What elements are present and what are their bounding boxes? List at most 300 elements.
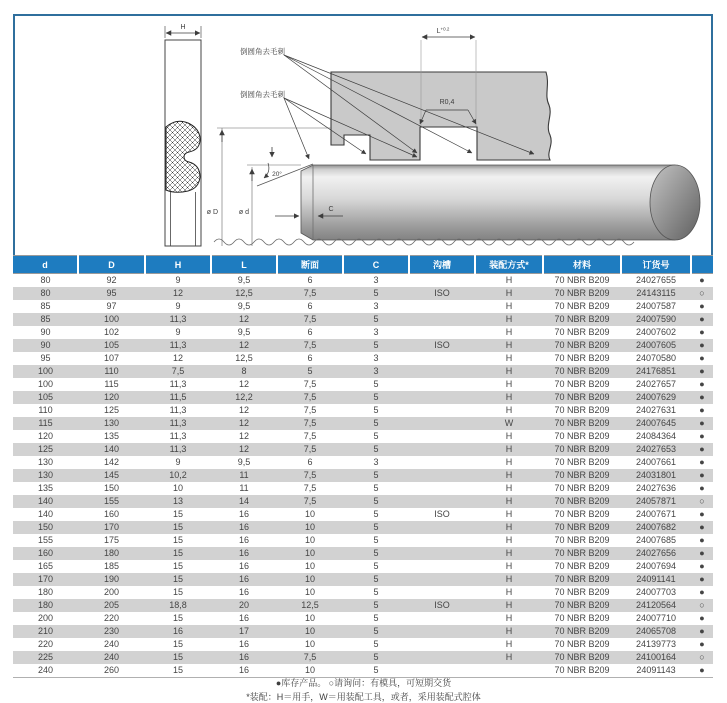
cell-groove [409,430,475,443]
cell-H: 15 [172,613,183,623]
cell-groove [409,534,475,547]
cell-L: 16 [238,509,249,519]
cell-order-no: 24027631 [635,405,677,415]
cell-material: 70 NBR B209 [554,418,610,428]
table-row [13,339,713,352]
cell-D: 130 [103,418,120,428]
cell-order-no: 24007645 [635,418,677,428]
cell-groove [409,456,475,469]
cell-groove [409,625,475,638]
cell-H: 15 [172,509,183,519]
cell-D: 135 [103,431,120,441]
cell-cross-section: 7,5 [303,314,317,324]
table-row [13,521,713,534]
cell-material: 70 NBR B209 [554,639,610,649]
table-row [13,599,713,612]
cell-d: 105 [37,392,54,402]
table-row [13,300,713,313]
cell-D: 170 [103,522,120,532]
cell-material: 70 NBR B209 [554,496,610,506]
cell-stock: ● [699,470,705,480]
cell-H: 15 [172,574,183,584]
seal-technical-drawing [0,0,727,255]
cell-L: 20 [238,600,249,610]
cell-d: 90 [40,327,51,337]
cell-H: 11,3 [169,431,187,441]
cell-D: 115 [104,379,119,389]
cell-mounting: H [505,457,513,467]
cell-cross-section: 10 [304,587,315,597]
cell-stock: ● [699,613,705,623]
cell-stock: ○ [699,652,705,662]
cell-L: 16 [238,587,249,597]
cell-stock: ● [699,275,705,285]
cell-material: 70 NBR B209 [554,379,610,389]
cell-d: 240 [13,664,78,678]
radius-label: R0,4 [439,99,455,106]
cell-mounting: H [505,444,513,454]
cell-C: 5 [373,535,379,545]
cell-cross-section: 6 [307,353,313,363]
cell-cross-section: 10 [304,522,315,532]
cell-C: 5 [373,600,379,610]
cell-L: 16 [238,548,249,558]
cell-D: 180 [103,548,120,558]
cell-cross-section: 7,5 [303,431,317,441]
cell-cross-section: 10 [304,535,315,545]
cell-d: 110 [38,405,53,415]
col-header-C: C [343,256,409,274]
deburr-label-2: 倒圆角去毛刺 [240,90,285,99]
cell-groove [409,651,475,664]
cell-C: 5 [373,509,379,519]
cell-groove [409,391,475,404]
cell-D: 240 [103,639,120,649]
cell-cross-section: 7,5 [303,379,317,389]
cell-order-no: 24027656 [635,548,677,558]
cell-d: 130 [37,457,54,467]
cell-D: 92 [106,275,117,285]
cell-mounting: H [505,639,513,649]
stock-legend: ●库存产品。 ○请询问：有模具，可短期交货 [275,678,452,688]
cell-L: 9,5 [237,327,251,337]
cell-D: 100 [103,314,120,324]
table-row [13,430,713,443]
cell-d: 140 [37,509,54,519]
table-row [13,443,713,456]
cell-L: 12 [238,314,249,324]
cell-order-no: 24057871 [635,496,677,506]
cell-D: 140 [103,444,120,454]
cell-stock: ● [699,509,705,519]
cell-stock: ● [699,574,705,584]
cell-groove: ISO [434,509,450,519]
cell-D: 185 [103,561,120,571]
cell-d: 200 [37,613,54,623]
cell-stock: ● [699,353,705,363]
cell-mounting: H [505,522,513,532]
cell-material: 70 NBR B209 [554,613,610,623]
cell-cross-section: 7,5 [303,652,317,662]
table-row [13,404,713,417]
cell-D: 95 [106,288,117,298]
cell-L: 9,5 [237,457,251,467]
cell-groove [409,560,475,573]
cell-d: 155 [37,535,54,545]
cell-L: 12,5 [235,288,253,298]
cell-material: 70 NBR B209 [554,431,610,441]
table-row [13,274,713,288]
cell-order-no: 24065708 [635,626,677,636]
cell-H: 9 [175,275,181,285]
cell-L: 9,5 [237,301,251,311]
cell-C: 3 [373,353,379,363]
cell-d: 210 [37,626,54,636]
col-header-stock [691,256,713,274]
cell-L: 16 [211,664,277,678]
cell-d: 100 [37,366,54,376]
col-header-L: L [211,256,277,274]
cell-C: 5 [373,639,379,649]
cell-order-no: 24007587 [635,301,677,311]
cell-C: 5 [373,418,379,428]
cell-C: 5 [373,483,379,493]
cell-d: 170 [37,574,54,584]
table-row [13,469,713,482]
cell-order-no: 24091143 [621,664,691,678]
cell-stock: ● [699,314,705,324]
cell-order-no: 24007682 [635,522,677,532]
cell-L: 9,5 [237,275,251,285]
cell-order-no: 24120564 [635,600,677,610]
table-row [13,391,713,404]
cell-C: 5 [373,444,379,454]
cell-material: 70 NBR B209 [554,574,610,584]
cell-d: 140 [37,496,54,506]
cell-cross-section: 7,5 [303,392,317,402]
cell-cross-section: 6 [307,275,313,285]
cell-L: 16 [238,639,249,649]
cell-material: 70 NBR B209 [554,288,610,298]
cell-order-no: 24007629 [635,392,677,402]
cell-stock: ● [699,418,705,428]
cell-order-no: 24176851 [635,366,677,376]
cell-D: 145 [103,470,120,480]
cell-cross-section: 7,5 [303,444,317,454]
cell-stock: ● [699,483,705,493]
cell-H: 11,3 [169,340,187,350]
mounting-note: *装配：H＝用手，W＝用装配工具，或者，采用装配式腔体 [246,692,481,702]
cell-cross-section: 7,5 [303,470,317,480]
cell-material: 70 NBR B209 [554,314,610,324]
cell-stock: ○ [699,496,705,506]
cell-H: 15 [172,535,183,545]
cell-C: 5 [373,431,379,441]
cell-cross-section: 7,5 [303,496,317,506]
dim-H-label: H [180,24,186,31]
col-header-material: 材料 [543,256,621,274]
cell-mounting: H [505,509,513,519]
cell-order-no: 24031801 [635,470,677,480]
cell-mounting: H [505,483,513,493]
cell-order-no: 24007710 [635,613,677,623]
cell-H: 9 [175,301,181,311]
cell-L: 11 [239,483,249,493]
cell-groove [409,404,475,417]
cell-H: 10 [172,483,183,493]
cell-material: 70 NBR B209 [554,561,610,571]
cell-stock: ● [699,457,705,467]
cell-stock: ● [699,327,705,337]
cell-material: 70 NBR B209 [554,600,610,610]
cell-material: 70 NBR B209 [554,301,610,311]
cell-D: 205 [103,600,120,610]
cell-groove [409,469,475,482]
cell-cross-section: 10 [304,509,315,519]
cell-C: 5 [373,405,379,415]
cell-mounting: H [505,470,513,480]
cell-groove [409,378,475,391]
cell-groove: ISO [434,340,450,350]
cell-mounting: H [505,431,513,441]
cell-d: 125 [37,444,54,454]
cell-L: 16 [238,652,249,662]
cell-mounting: H [505,340,513,350]
cell-material: 70 NBR B209 [554,353,610,363]
cell-stock: ● [699,639,705,649]
cell-d: 80 [40,288,51,298]
cell-C: 5 [373,561,379,571]
cell-D: 120 [103,392,120,402]
cell-material: 70 NBR B209 [554,470,610,480]
dim-dia-d-label: ø d [238,209,249,216]
cell-material: 70 NBR B209 [554,483,610,493]
housing-section [331,27,551,161]
cell-order-no: 24139773 [635,639,677,649]
cell-cross-section: 10 [304,574,315,584]
cell-L: 12,5 [235,353,253,363]
cell-H: 13 [172,496,183,506]
cell-L: 12,2 [235,392,253,402]
cell-groove: ISO [434,600,450,610]
cell-C: 5 [373,548,379,558]
cell-H: 12 [172,353,183,363]
cell-L: 11 [239,470,249,480]
cell-D: 190 [103,574,120,584]
cell-cross-section: 6 [307,327,313,337]
table-row [13,638,713,651]
cell-D: 102 [103,327,120,337]
cell-D: 260 [78,664,145,678]
cell-stock: ● [699,522,705,532]
cell-d: 85 [40,301,51,311]
cell-D: 150 [103,483,120,493]
cell-C: 5 [373,392,379,402]
cell-order-no: 24027653 [635,444,677,454]
cell-order-no: 24091141 [636,574,676,584]
cell-C: 5 [373,314,379,324]
cell-L: 17 [238,626,249,636]
cell-L: 16 [238,613,249,623]
table-row [13,365,713,378]
cell-H: 15 [172,522,183,532]
cell-order-no: 24007671 [635,509,677,519]
cell-groove [409,521,475,534]
cell-groove [409,313,475,326]
cell-cross-section: 10 [277,664,343,678]
cell-mounting: W [504,418,514,428]
cell-C: 3 [373,327,379,337]
cell-material: 70 NBR B209 [554,275,610,285]
cell-mounting: H [505,314,513,324]
cell-H: 9 [175,327,181,337]
cell-stock: ● [699,444,705,454]
cell-order-no: 24143115 [636,288,676,298]
cell-order-no: 24027655 [635,275,677,285]
cell-D: 240 [103,652,120,662]
cell-cross-section: 10 [304,626,315,636]
cell-groove [409,612,475,625]
cell-stock: ● [699,301,705,311]
cell-d: 130 [37,470,54,480]
cell-cross-section: 10 [304,639,315,649]
cell-groove [409,274,475,288]
cell-cross-section: 5 [307,366,313,376]
cell-D: 97 [106,301,117,311]
cell-D: 110 [104,366,119,376]
cell-D: 230 [103,626,120,636]
cell-D: 220 [103,613,120,623]
cell-D: 200 [103,587,120,597]
cell-L: 14 [238,496,249,506]
cell-L: 16 [238,561,249,571]
cell-H: 15 [172,548,183,558]
cell-stock: ● [699,561,705,571]
table-row [13,313,713,326]
cell-stock: ● [699,405,705,415]
cell-groove [409,547,475,560]
cell-cross-section: 7,5 [303,405,317,415]
cell-mounting: H [505,613,513,623]
cell-C: 5 [373,652,379,662]
cell-C: 5 [373,587,379,597]
cell-D: 125 [103,405,120,415]
cell-C: 3 [373,366,379,376]
cell-groove [409,495,475,508]
cell-H: 18,8 [169,600,187,610]
deburr-label-1: 倒圆角去毛刺 [240,47,285,56]
cell-H: 10,2 [169,470,187,480]
cell-cross-section: 7,5 [303,340,317,350]
table-header-row [13,256,713,274]
cell-L: 8 [241,366,247,376]
cell-stock: ● [699,340,705,350]
cell-d: 150 [37,522,54,532]
cell-material: 70 NBR B209 [554,626,610,636]
cell-stock: ● [699,626,705,636]
cell-stock: ● [691,664,713,678]
cell-D: 155 [103,496,120,506]
cell-mounting: H [505,600,513,610]
cell-C: 3 [373,457,379,467]
cell-d: 115 [38,418,53,428]
cell-material: 70 NBR B209 [554,509,610,519]
cell-stock: ○ [699,288,705,298]
cell-d: 180 [37,600,54,610]
cell-L: 16 [238,522,249,532]
cell-cross-section: 10 [304,548,315,558]
cell-stock: ● [699,366,705,376]
cell-material: 70 NBR B209 [554,392,610,402]
cell-material: 70 NBR B209 [554,652,610,662]
cell-cross-section: 7,5 [303,418,317,428]
cell-L: 12 [238,418,249,428]
cell-stock: ● [699,392,705,402]
cell-D: 105 [103,340,120,350]
cell-material: 70 NBR B209 [554,340,610,350]
cell-mounting: H [505,574,513,584]
table-row [13,573,713,586]
cell-material: 70 NBR B209 [554,327,610,337]
cell-H: 16 [172,626,183,636]
cell-H: 15 [172,652,183,662]
cell-mounting: H [505,496,513,506]
cell-H: 11,3 [169,444,187,454]
cell-groove [409,586,475,599]
table-row [13,625,713,638]
table-row [13,456,713,469]
table-row [13,326,713,339]
cell-cross-section: 6 [307,457,313,467]
cell-mounting: H [505,392,513,402]
cell-L: 12 [238,431,249,441]
cell-cross-section: 7,5 [303,483,317,493]
cell-stock: ● [699,379,705,389]
cell-groove [409,638,475,651]
cell-C: 5 [343,664,409,678]
col-header-H: H [145,256,211,274]
table-row [13,651,713,664]
cell-material: 70 NBR B209 [554,548,610,558]
shaft-section [214,165,700,245]
cell-material: 70 NBR B209 [554,366,610,376]
cell-d: 225 [37,652,54,662]
cell-material: 70 NBR B209 [543,664,621,678]
table-row [13,495,713,508]
cell-mounting: H [505,366,513,376]
cell-C: 5 [373,613,379,623]
table-row [13,612,713,625]
cell-d: 95 [40,353,51,363]
cell-material: 70 NBR B209 [554,535,610,545]
col-header-d: d [13,256,78,274]
cell-order-no: 24007661 [635,457,677,467]
cell-cross-section: 10 [304,613,315,623]
cell-L: 16 [238,535,249,545]
col-header-cross-section: 断面 [277,256,343,274]
cell-H: 11,3 [169,379,187,389]
cell-order-no: 24027657 [635,379,677,389]
cell-C: 5 [373,522,379,532]
spec-table [13,255,713,678]
cell-C: 5 [373,626,379,636]
cell-groove: ISO [434,288,450,298]
cell-H: 12 [172,288,183,298]
table-row [13,352,713,365]
cell-L: 12 [238,379,249,389]
cell-d: 180 [37,587,54,597]
cell-C: 5 [373,470,379,480]
